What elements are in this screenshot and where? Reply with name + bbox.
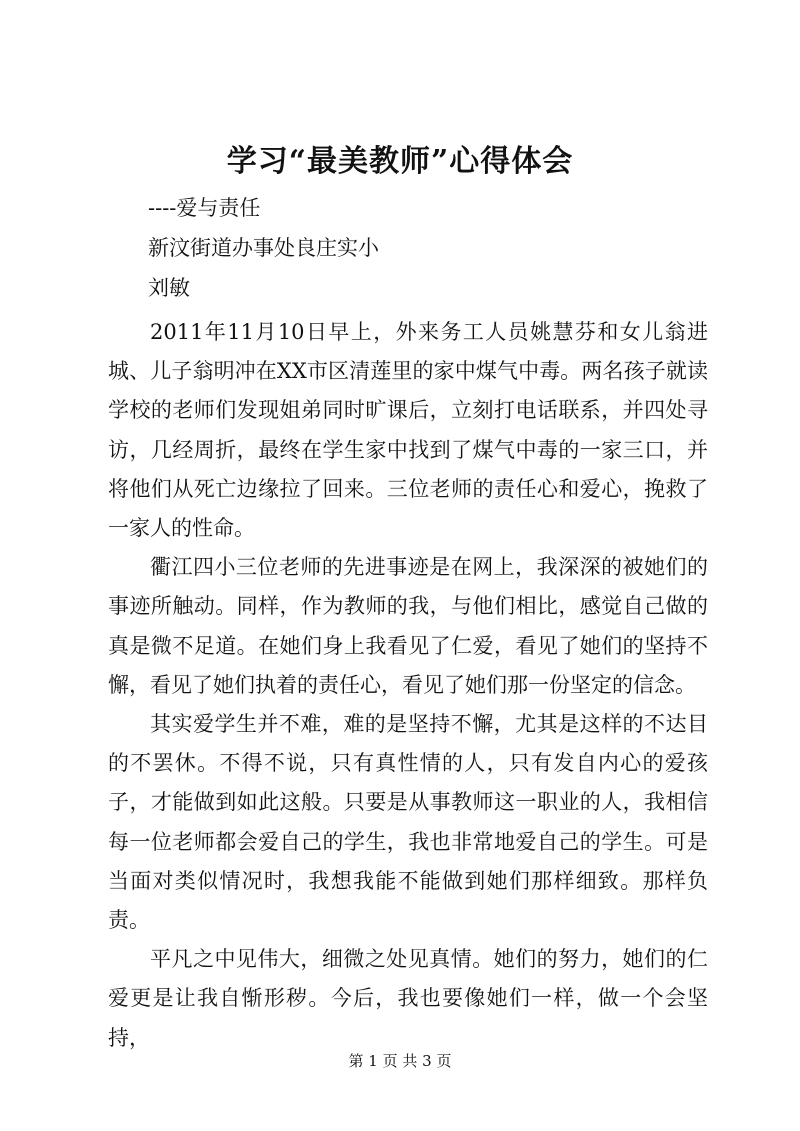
body-paragraph-3: 其实爱学生并不难，难的是坚持不懈，尤其是这样的不达目的不罢休。不得不说，只有真性情的人，只有发自内心的爱孩子，才能做到如此这般。只要是从事教师这一职业的人，我相信每一位老师都会爱自己的学生，我也非常地爱自己的学生。可是当面对类似情况时，我想我能不能做到她们那样细致。那样负责。 xyxy=(108,712,708,933)
body-paragraph-2: 衢江四小三位老师的先进事迹是在网上，我深深的被她们的事迹所触动。同样，作为教师的我，与他们相比，感觉自己做的真是微不足道。在她们身上我看见了仁爱，看见了她们的坚持不懈，看见了她们执着的责任心，看见了她们那一份坚定的信念。 xyxy=(108,555,708,697)
body-paragraph-4: 平凡之中见伟大，细微之处见真情。她们的努力，她们的仁爱更是让我自惭形秽。今后，我也要像她们一样，做一个会坚持， xyxy=(108,947,708,1050)
body-paragraph-1: 2011年11月10日早上，外来务工人员姚慧芬和女儿翁进城、儿子翁明冲在XX市区清莲里的家中煤气中毒。两名孩子就读学校的老师们发现姐弟同时旷课后，立刻打电话联系，并四处寻访，几经周折，最终在学生家中找到了煤气中毒的一家三口，并将他们从死亡边缘拉了回来。三位老师的责任心和爱心，挽救了一家人的性命。 xyxy=(108,320,708,541)
author-name: 刘敏 xyxy=(148,276,190,300)
author-organization: 新汶街道办事处良庄实小 xyxy=(148,236,379,260)
document-subtitle: ----爱与责任 xyxy=(148,196,261,220)
document-body xyxy=(108,313,708,1058)
page-footer: 第 1 页 共 3 页 xyxy=(348,1052,452,1070)
document-title: 学习“最美教师”心得体会 xyxy=(226,144,574,179)
